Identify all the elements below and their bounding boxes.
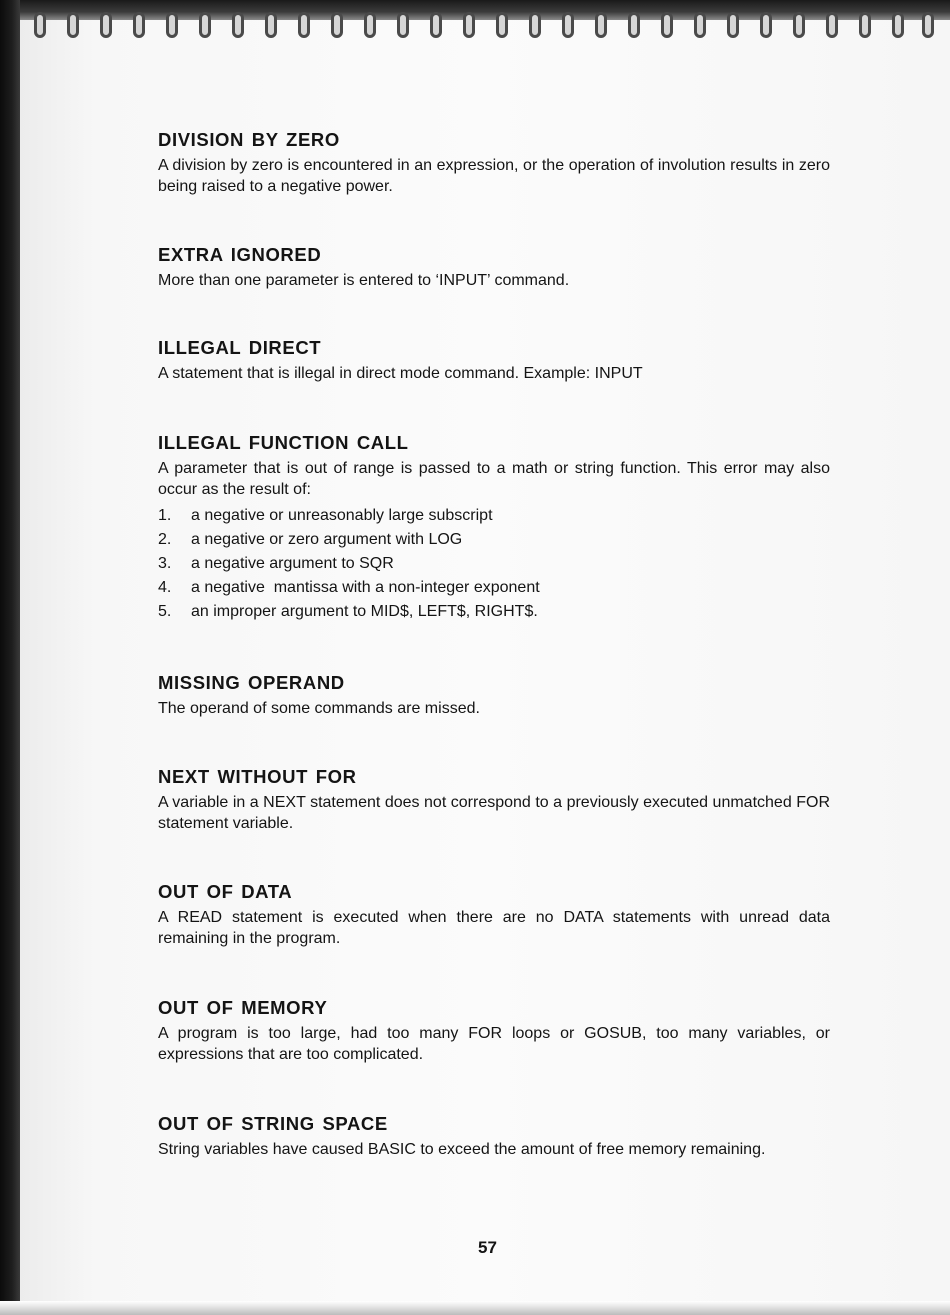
list-item-text: an improper argument to MID$, LEFT$, RIGHT$. [191, 603, 538, 620]
entry-heading: ILLEGAL DIRECT [158, 337, 322, 358]
page-left-edge-shadow [0, 0, 20, 1315]
entry-heading: NEXT WITHOUT FOR [158, 766, 357, 787]
list-item [158, 576, 830, 600]
entry-illegal-function-call [158, 431, 830, 624]
list-item-text: a negative or zero argument with LOG [191, 531, 463, 548]
binding-ring [496, 12, 508, 38]
list-item-number: 3. [158, 555, 172, 572]
list-item-number: 2. [158, 531, 172, 548]
list-item-number: 1. [158, 507, 172, 524]
entry-heading: OUT OF MEMORY [158, 997, 328, 1018]
cause-list [158, 504, 830, 624]
list-item-text: a negative mantissa with a non-integer exponent [191, 579, 540, 596]
list-item [158, 600, 830, 624]
entry-next-without-for [158, 765, 830, 834]
list-item-number: 5. [158, 603, 172, 620]
list-item [158, 504, 830, 528]
entry-heading: EXTRA IGNORED [158, 244, 322, 265]
entry-out-of-data [158, 880, 830, 949]
page-bottom-edge [0, 1301, 950, 1315]
binding-ring [859, 12, 871, 38]
entry-extra-ignored [158, 243, 830, 291]
entry-heading: OUT OF STRING SPACE [158, 1113, 388, 1134]
binding-ring [166, 12, 178, 38]
list-item-text: a negative argument to SQR [191, 555, 394, 572]
binding-ring [529, 12, 541, 38]
entry-heading: DIVISION BY ZERO [158, 129, 340, 150]
binding-ring [661, 12, 673, 38]
entry-description: A parameter that is out of range is passed to a math or string function. This error may also occur as the result of: [158, 460, 830, 498]
binding-ring [364, 12, 376, 38]
binding-ring [793, 12, 805, 38]
binding-strip [20, 0, 950, 20]
entry-heading: OUT OF DATA [158, 881, 293, 902]
binding-ring [922, 12, 934, 38]
entry-illegal-direct [158, 336, 830, 384]
entry-description: The operand of some commands are missed. [158, 700, 480, 717]
entry-description: String variables have caused BASIC to exceed the amount of free memory remaining. [158, 1141, 766, 1158]
entry-description: A variable in a NEXT statement does not correspond to a previously executed unmatched FOR statement variable. [158, 794, 830, 832]
list-item [158, 528, 830, 552]
binding-ring [826, 12, 838, 38]
binding-ring [133, 12, 145, 38]
binding-ring [199, 12, 211, 38]
binding-ring [298, 12, 310, 38]
list-item [158, 552, 830, 576]
entry-description: A statement that is illegal in direct mode command. Example: INPUT [158, 365, 643, 382]
binding-ring [397, 12, 409, 38]
binding-ring [628, 12, 640, 38]
list-item-text: a negative or unreasonably large subscript [191, 507, 493, 524]
entry-heading: MISSING OPERAND [158, 672, 345, 693]
binding-ring [760, 12, 772, 38]
entry-description: More than one parameter is entered to ‘INPUT’ command. [158, 272, 570, 289]
binding-ring [562, 12, 574, 38]
binding-ring [463, 12, 475, 38]
entry-description: A division by zero is encountered in an expression, or the operation of involution results in zero being raised to a negative power. [158, 157, 830, 195]
binding-ring [430, 12, 442, 38]
entry-out-of-string-space [158, 1112, 830, 1160]
entry-missing-operand [158, 671, 830, 719]
entry-description: A READ statement is executed when there are no DATA statements with unread data remaining in the program. [158, 909, 830, 947]
binding-ring [892, 12, 904, 38]
entry-division-by-zero [158, 128, 830, 197]
page-number: 57 [478, 1238, 497, 1257]
spiral-binding [20, 0, 950, 46]
binding-ring [232, 12, 244, 38]
binding-ring [100, 12, 112, 38]
binding-ring [67, 12, 79, 38]
binding-ring [34, 12, 46, 38]
binding-ring [694, 12, 706, 38]
entry-heading: ILLEGAL FUNCTION CALL [158, 432, 409, 453]
list-item-number: 4. [158, 579, 172, 596]
binding-ring [595, 12, 607, 38]
entry-out-of-memory [158, 996, 830, 1065]
binding-ring [727, 12, 739, 38]
binding-ring [265, 12, 277, 38]
binding-ring [331, 12, 343, 38]
entry-description: A program is too large, had too many FOR loops or GOSUB, too many variables, or expressions that are too complicated. [158, 1025, 830, 1063]
